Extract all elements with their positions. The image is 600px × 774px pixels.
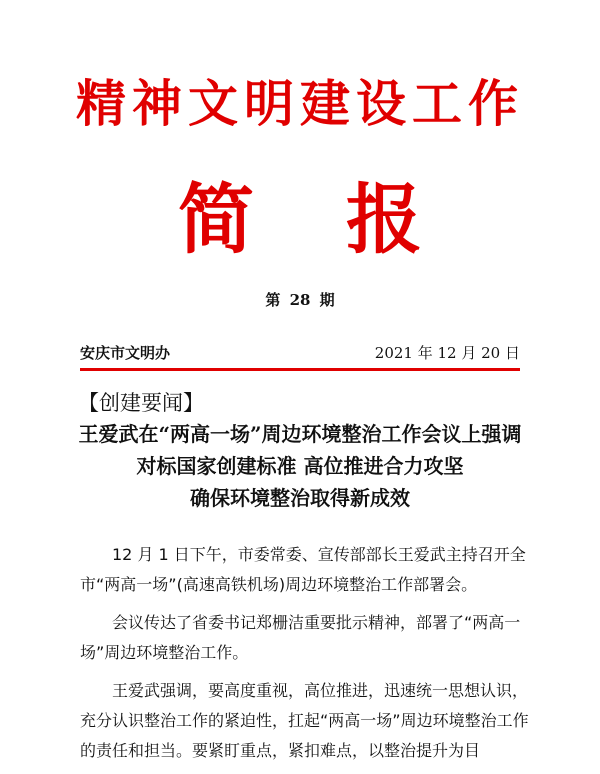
body-paragraph: 会议传达了省委书记郑栅洁重要批示精神，部署了“两高一场”周边环境整治工作。	[80, 613, 521, 662]
bulletin-title: 简报	[178, 175, 514, 264]
headline-line: 王爱武在“两高一场”周边环境整治工作会议上强调	[78, 422, 522, 446]
article-body	[80, 540, 530, 774]
issue-date: 2021 年 12 月 20 日	[374, 344, 520, 362]
headline-line: 对标国家创建标准 高位推进合力攻坚	[136, 454, 464, 478]
meta-row	[80, 342, 520, 366]
headline-line: 确保环境整治取得新成效	[190, 486, 410, 510]
issue-number	[0, 288, 600, 312]
body-paragraph: 12 月 1 日下午，市委常委、宣传部部长王爱武主持召开全市“两高一场”(高速高铁机场)周边环境整治工作部署会。	[80, 545, 526, 594]
issue-prefix: 第	[265, 291, 281, 309]
issue-suffix: 期	[319, 291, 335, 309]
red-divider	[80, 368, 520, 371]
masthead-title: 精神文明建设工作	[76, 75, 524, 133]
article-headline	[60, 418, 540, 514]
issuer-name: 安庆市文明办	[80, 344, 171, 362]
issue-value: 28	[289, 291, 311, 309]
section-tag: 【创建要闻】	[78, 391, 204, 415]
body-paragraph: 王爱武强调，要高度重视，高位推进，迅速统一思想认识，充分认识整治工作的紧迫性，扛起“两高一场”周边环境整治工作的责任和担当。要紧盯重点，紧扣难点，以整治提升为目	[80, 681, 529, 760]
